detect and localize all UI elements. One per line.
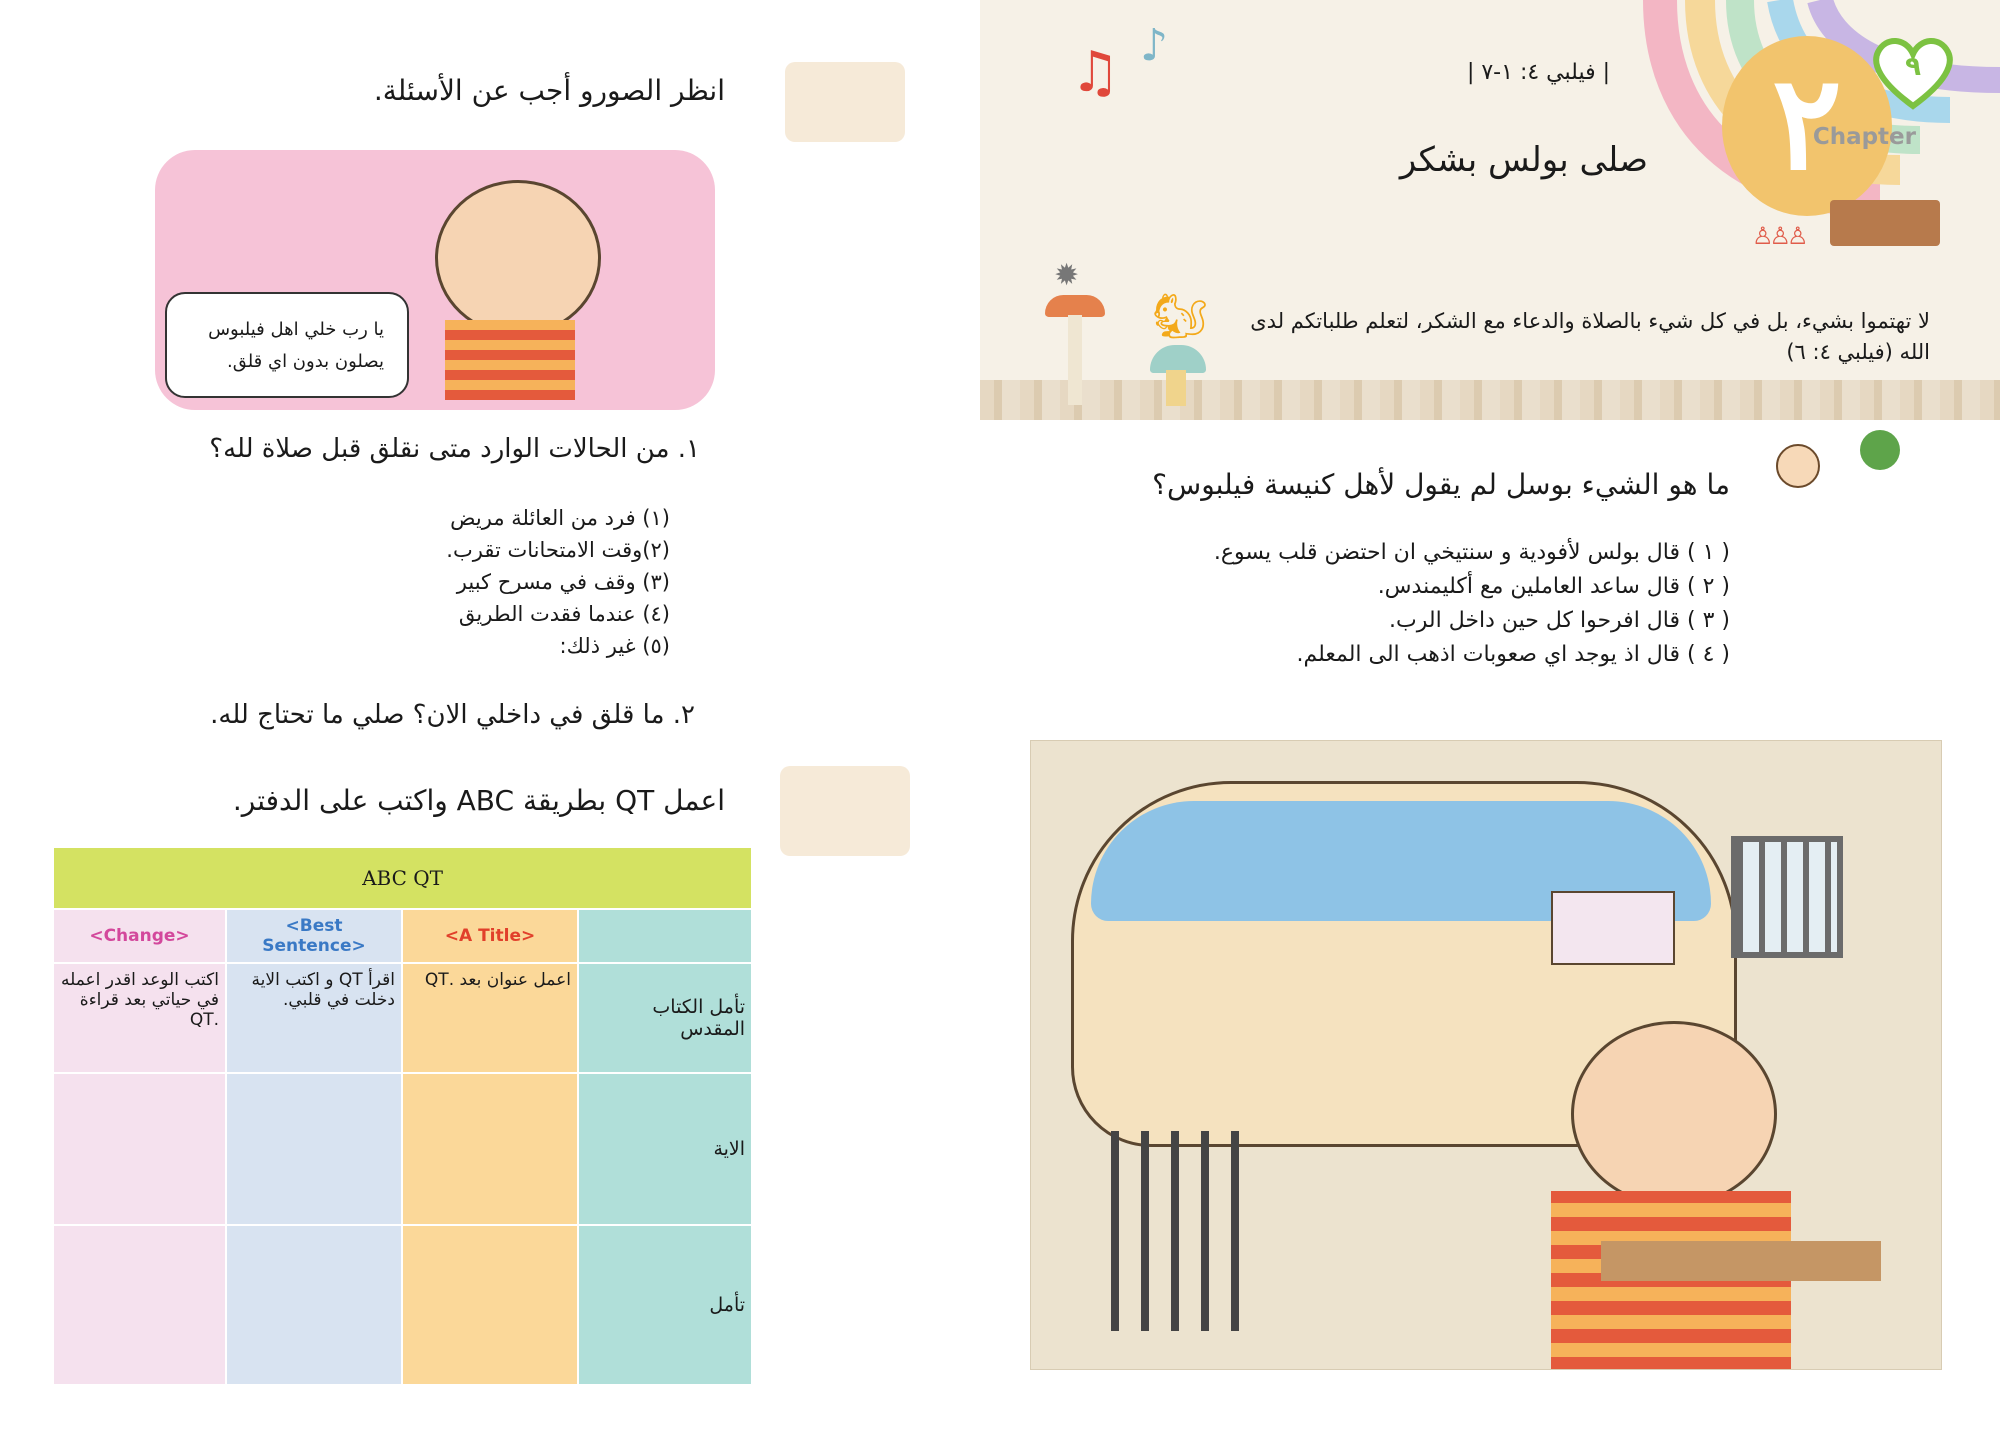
instruction-look-answer: انظر الصورو أجب عن الأسئلة.: [373, 74, 725, 107]
squirrel-icon: 🐿: [1152, 291, 1208, 342]
choice-item: (٥) غير ذلك:: [559, 634, 670, 658]
choice-item: ( ٣ ) قال افرحوا كل حين داخل الرب.: [1389, 608, 1730, 633]
chapter-number: ٢: [1772, 46, 1842, 199]
music-note-icon: ♫: [1070, 40, 1121, 105]
speech-line: يا رب خلي اهل فيلبوس: [208, 319, 384, 340]
cell-best[interactable]: [226, 1225, 402, 1385]
choice-item: ( ٢ ) قال ساعد العاملين مع أكليمندس.: [1377, 574, 1730, 599]
cell-title[interactable]: اعمل عنوان بعد .QT: [402, 963, 578, 1073]
abc-qt-table: [52, 846, 753, 1386]
paul-praying-head: [435, 180, 601, 336]
choice-item: ( ١ ) قال بولس لأفودية و سنتيخي ان احتضن قلب يسوع.: [1213, 540, 1730, 565]
paul-praying-shirt: [445, 320, 575, 400]
chapter-label: Chapter: [1812, 124, 1916, 150]
boy-icon: [1776, 444, 1820, 488]
church-icon: [1551, 891, 1675, 965]
choices-list-left: [446, 502, 670, 662]
header-blank: [578, 909, 752, 963]
mushroom-icon: [1045, 295, 1105, 317]
row-label: تأمل: [578, 1225, 752, 1385]
tree-icon: [1860, 430, 1900, 470]
prison-window-icon: [1731, 836, 1843, 958]
choice-item: (٣) وقف في مسرح كبير: [456, 570, 670, 594]
music-note-small-icon: ♪: [1140, 20, 1169, 71]
table-row: [53, 1225, 752, 1385]
lesson-title: صلى بولس بشكر: [1399, 140, 1648, 180]
paul-head: [1571, 1021, 1777, 1207]
mushroom-stem: [1068, 315, 1082, 405]
row-label: الاية: [578, 1073, 752, 1225]
cell-change[interactable]: [53, 1073, 226, 1225]
table-title: ABC QT: [53, 847, 752, 909]
gramophone-icon: [1830, 200, 1940, 246]
kids-slide-icon: [780, 766, 910, 856]
desk: [1601, 1241, 1881, 1281]
question-1: ١. من الحالات الوارد متى نقلق قبل صلاة لله؟: [209, 434, 700, 464]
scripture-reference: | فيلبي ٤: ١-٧ |: [1466, 60, 1610, 85]
paul-prison-illustration: [1030, 740, 1942, 1370]
cell-best[interactable]: [226, 1073, 402, 1225]
choice-item: (١) فرد من العائلة مريض: [450, 506, 670, 530]
question-main: ما هو الشيء بوسل لم يقول لأهل كنيسة فيلبوس؟: [1152, 468, 1730, 501]
choice-item: (٢)وقت الامتحانات تقرب.: [446, 538, 670, 562]
question-2: ٢. ما قلق في داخلي الان؟ صلي ما تحتاج لله.: [210, 700, 695, 730]
memory-verse: لا تهتموا بشيء، بل في كل شيء بالصلاة والدعاء مع الشكر، لتعلم طلباتكم لدى الله (فيلبي ٤: ٦): [1250, 309, 1930, 364]
table-row: [53, 963, 752, 1073]
heart-number: ٩: [1905, 52, 1921, 82]
speech-bubble-text: [178, 314, 384, 378]
choice-item: (٤) عندما فقدت الطريق: [458, 602, 670, 626]
choices-list-right: [1214, 536, 1730, 672]
cell-title[interactable]: [402, 1073, 578, 1225]
cell-title[interactable]: [402, 1225, 578, 1385]
choice-item: ( ٤ ) قال اذ يوجد اي صعوبات اذهب الى المعلم.: [1296, 642, 1730, 667]
speech-line: يصلون بدون اي قلق.: [226, 351, 384, 372]
hedgehog-icon: ✹: [1054, 258, 1080, 293]
header-best-sentence: <Best Sentence>: [226, 909, 402, 963]
table-row: [53, 1073, 752, 1225]
cell-change[interactable]: [53, 1225, 226, 1385]
kids-seesaw-icon: [785, 62, 905, 142]
header-change: <Change>: [53, 909, 226, 963]
instruction-abc-qt: اعمل QT بطريقة ABC واكتب على الدفتر.: [232, 784, 725, 817]
cell-best[interactable]: اقرأ QT و اكتب الاية دخلت في قلبي.: [226, 963, 402, 1073]
kids-icon: ♙♙♙: [1752, 222, 1805, 250]
cell-change[interactable]: اكتب الوعد اقدر اعمله في حياتي بعد قراءة .QT: [53, 963, 226, 1073]
row-label: تأمل الكتاب المقدس: [578, 963, 752, 1073]
mushroom-blue-stem: [1166, 370, 1186, 406]
header-ground-strip: [980, 380, 2000, 420]
header-a-title: <A Title>: [402, 909, 578, 963]
prison-bars: [1111, 1131, 1251, 1331]
